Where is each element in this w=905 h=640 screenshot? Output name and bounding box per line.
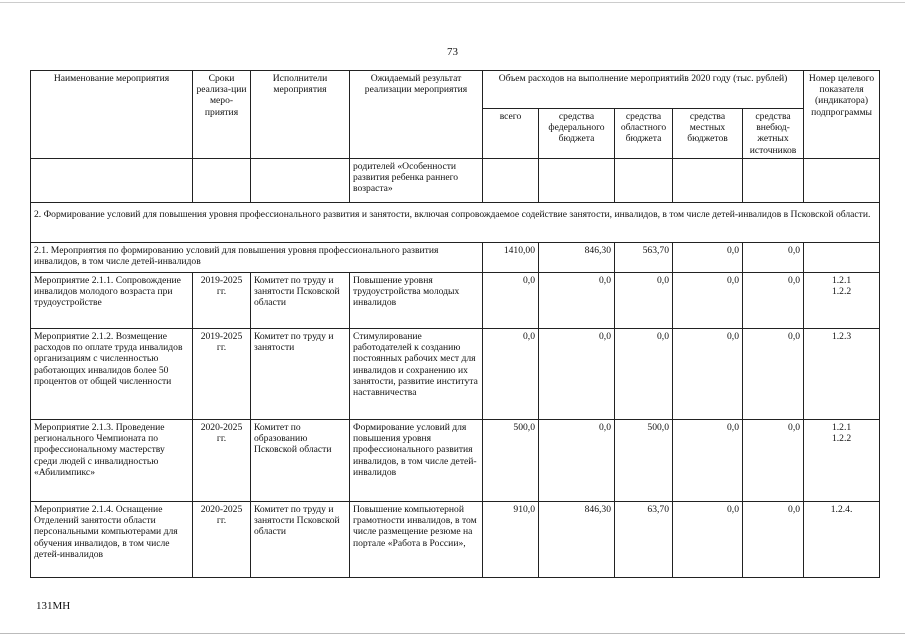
document-code: 131МН [36,600,71,612]
indicator-2: 1.2.2 [831,433,852,445]
row-executors: Комитет по труду и занятости [251,329,350,420]
header-terms: Сроки реализа-ции меро-приятия [193,71,251,159]
row-indicators [804,420,880,502]
row-total: 0,0 [483,329,539,420]
header-executors: Исполнители мероприятия [251,71,350,159]
row-name: Мероприятие 2.1.2. Возмещение расходов по оплате труда инвалидов организациям с численностью работающих инвалидов более 50 процентов от общей численности [31,329,193,420]
scan-edge-bottom [0,633,905,634]
activity-total: 1410,00 [483,243,539,273]
indicator-2: 1.2.2 [831,286,852,298]
row-terms: 2019-2025 гг. [193,329,251,420]
row-total: 500,0 [483,420,539,502]
table-row [31,329,880,420]
activity-name: 2.1. Мероприятия по формированию условий для повышения уровня профессионального развития инвалидов, в том числе детей-инвалидов [31,243,483,273]
header-local: средства местных бюджетов [673,109,743,159]
row-extra: 0,0 [743,329,804,420]
row-regional: 500,0 [615,420,673,502]
activity-federal: 846,30 [539,243,615,273]
row-regional: 0,0 [615,273,673,329]
header-total: всего [483,109,539,159]
row-extra: 0,0 [743,502,804,578]
table-row [31,420,880,502]
row-name: Мероприятие 2.1.4. Оснащение Отделений занятости области персональными компьютерами для обучения инвалидов, в том числе детей-инвалидов [31,502,193,578]
row-name: Мероприятие 2.1.1. Сопровождение инвалидов молодого возраста при трудоустройстве [31,273,193,329]
row-local: 0,0 [673,329,743,420]
table-row [31,502,880,578]
row-federal: 0,0 [539,273,615,329]
row-local: 0,0 [673,502,743,578]
row-result: Повышение уровня трудоустройства молодых инвалидов [350,273,483,329]
row-indicators [804,329,880,420]
continuation-text: родителей «Особенности развития ребенка раннего возраста» [350,159,483,203]
row-terms: 2019-2025 гг. [193,273,251,329]
row-federal: 0,0 [539,329,615,420]
header-extra: средства внебюд-жетных источников [743,109,804,159]
indicator-1: 1.2.1 [831,275,852,286]
row-regional: 63,70 [615,502,673,578]
row-total: 0,0 [483,273,539,329]
activity-extra: 0,0 [743,243,804,273]
row-extra: 0,0 [743,273,804,329]
row-terms: 2020-2025 гг. [193,502,251,578]
header-regional: средства областного бюджета [615,109,673,159]
header-result: Ожидаемый результат реализации мероприятия [350,71,483,159]
row-result: Стимулирование работодателей к созданию постоянных рабочих мест для инвалидов и сохранению их занятости, развитие института наставничества [350,329,483,420]
activity-row [31,243,880,273]
page-number: 73 [447,46,458,58]
row-regional: 0,0 [615,329,673,420]
scan-edge-top [0,2,905,3]
row-result: Повышение компьютерной грамотности инвалидов, в том числе размещение резюме на портале «Работа в России», [350,502,483,578]
row-total: 910,0 [483,502,539,578]
continuation-row [31,159,880,203]
activity-regional: 563,70 [615,243,673,273]
header-indicator: Номер целевого показателя (индикатора) подпрограммы [804,71,880,159]
row-extra: 0,0 [743,420,804,502]
activities-table [30,70,880,578]
row-name: Мероприятие 2.1.3. Проведение регионального Чемпионата по профессиональному мастерству среди людей с инвалидностью «Абилимпикс» [31,420,193,502]
row-local: 0,0 [673,273,743,329]
row-terms: 2020-2025 гг. [193,420,251,502]
header-expenses: Объем расходов на выполнение мероприятийв 2020 году (тыс. рублей) [483,71,804,109]
indicator-1: 1.2.1 [831,422,852,433]
indicator-1: 1.2.4. [830,504,853,515]
header-row-1 [31,71,880,109]
row-federal: 846,30 [539,502,615,578]
row-local: 0,0 [673,420,743,502]
section-row [31,203,880,243]
header-name: Наименование мероприятия [31,71,193,159]
table-row [31,273,880,329]
indicator-1: 1.2.3 [831,331,852,342]
row-result: Формирование условий для повышения уровня профессионального развития инвалидов, в том числе детей-инвалидов [350,420,483,502]
row-indicators [804,502,880,578]
section-title: 2. Формирование условий для повышения уровня профессионального развития и занятости, включая сопровождаемое содействие занятости, инвалидов, в том числе детей-инвалидов в Псковской области. [31,203,880,243]
row-indicators [804,273,880,329]
row-executors: Комитет по образованию Псковской области [251,420,350,502]
row-executors: Комитет по труду и занятости Псковской области [251,502,350,578]
activity-local: 0,0 [673,243,743,273]
row-executors: Комитет по труду и занятости Псковской области [251,273,350,329]
row-federal: 0,0 [539,420,615,502]
header-federal: средства федерального бюджета [539,109,615,159]
